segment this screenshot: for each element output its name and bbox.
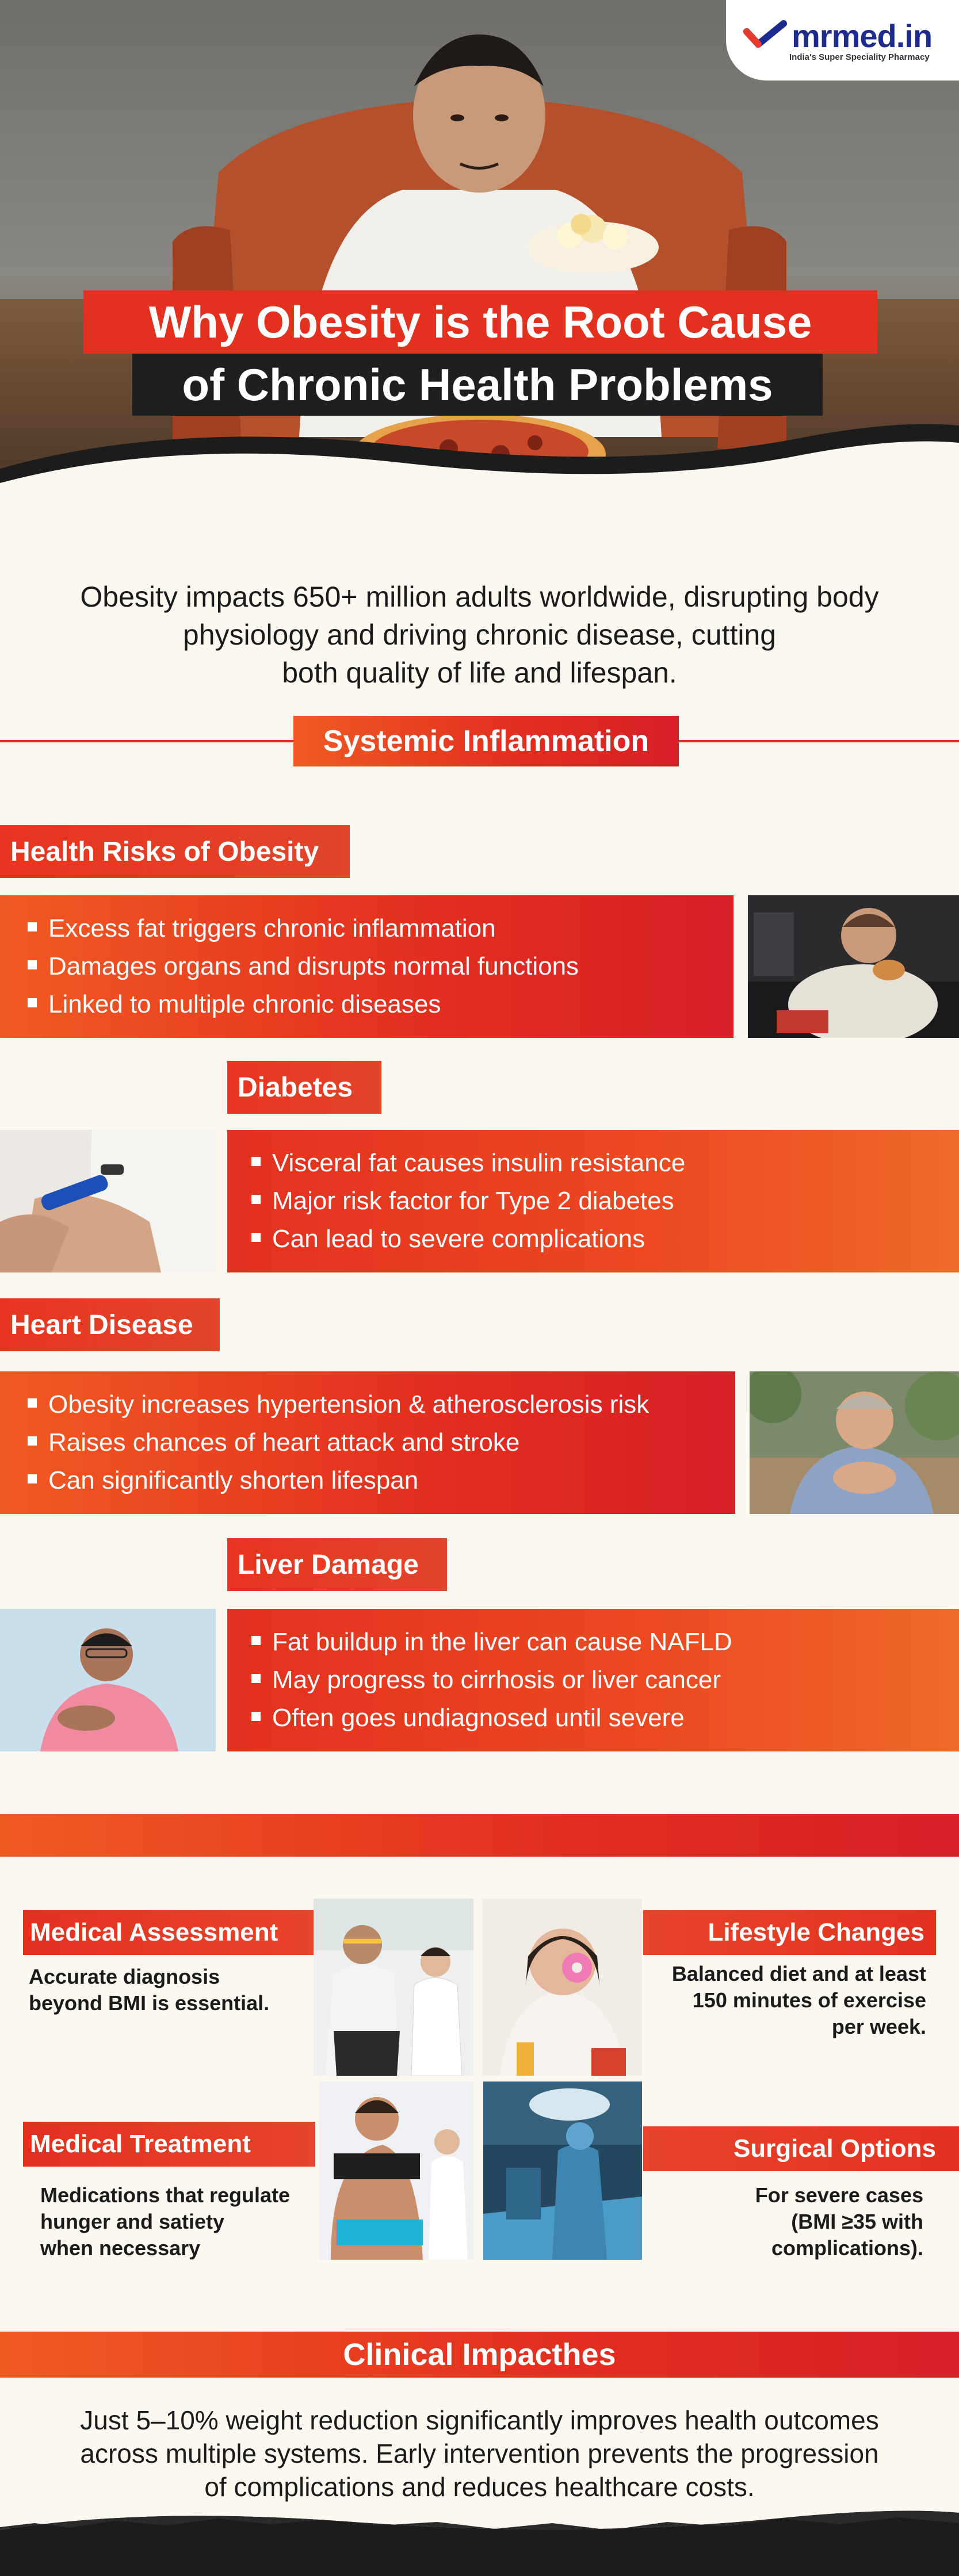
surgical-title bbox=[643, 2126, 959, 2171]
hero-title-line1 bbox=[83, 290, 877, 354]
assessment-title-text: Medical Assessment bbox=[30, 1918, 278, 1946]
list-item: Can significantly shorten lifespan bbox=[28, 1462, 735, 1500]
liver-damage-list bbox=[227, 1609, 959, 1751]
list-item: Can lead to severe complications bbox=[251, 1220, 959, 1258]
list-item: May progress to cirrhosis or liver cancer bbox=[251, 1661, 959, 1699]
list-item: Obesity increases hypertension & atherosclerosis risk bbox=[28, 1386, 735, 1424]
hero-wave bbox=[0, 414, 959, 500]
lifestyle-title bbox=[643, 1910, 936, 1955]
intro-line-1: Obesity impacts 650+ million adults worldwide, disrupting body bbox=[80, 581, 879, 613]
treatment-line-2: hunger and satiety bbox=[40, 2210, 225, 2233]
lifestyle-line-1: Balanced diet and at least bbox=[671, 1962, 926, 1985]
health-risks-title bbox=[0, 825, 350, 878]
inflammation-title bbox=[293, 716, 679, 766]
intro-line-3: both quality of life and lifespan. bbox=[282, 657, 677, 689]
list-item: Damages organs and disrupts normal functions bbox=[28, 948, 733, 986]
treatment-line-3: when necessary bbox=[40, 2236, 201, 2260]
assessment-line-2: beyond BMI is essential. bbox=[29, 1991, 270, 2015]
diabetes-list bbox=[227, 1130, 959, 1272]
list-item: Fat buildup in the liver can cause NAFLD bbox=[251, 1623, 959, 1661]
footer-wave bbox=[0, 2496, 959, 2576]
clinical-text bbox=[0, 2404, 959, 2504]
brand-logo[interactable] bbox=[726, 0, 959, 80]
inflammation-title-text: Systemic Inflammation bbox=[323, 724, 649, 758]
treatment-title-text: Medical Treatment bbox=[30, 2130, 251, 2158]
list-item: Often goes undiagnosed until severe bbox=[251, 1699, 959, 1737]
assessment-line-1: Accurate diagnosis bbox=[29, 1965, 220, 1988]
lifestyle-text bbox=[644, 1961, 926, 2040]
health-risks-list bbox=[0, 895, 733, 1038]
diabetes-title bbox=[227, 1061, 381, 1114]
surgical-line-3: complications). bbox=[771, 2236, 923, 2260]
brand-mark-icon bbox=[743, 20, 789, 52]
clinical-line-1: Just 5–10% weight reduction significantly improves health outcomes bbox=[80, 2405, 879, 2435]
treatment-text bbox=[40, 2182, 305, 2261]
heart-disease-title bbox=[0, 1298, 220, 1351]
list-item: Major risk factor for Type 2 diabetes bbox=[251, 1182, 959, 1220]
assessment-photo bbox=[314, 1899, 473, 2076]
hero-title-text2: of Chronic Health Problems bbox=[182, 359, 773, 410]
diabetes-title-text: Diabetes bbox=[238, 1072, 353, 1103]
brand-name: mrmed.in bbox=[792, 18, 933, 54]
heart-disease-title-text: Heart Disease bbox=[10, 1309, 193, 1340]
lifestyle-title-text: Lifestyle Changes bbox=[708, 1918, 924, 1946]
surgical-text bbox=[662, 2182, 923, 2261]
liver-damage-title-text: Liver Damage bbox=[238, 1549, 419, 1580]
diabetes-photo bbox=[0, 1130, 216, 1272]
lifestyle-photo bbox=[482, 1899, 642, 2076]
list-item: Excess fat triggers chronic inflammation bbox=[28, 910, 733, 948]
liver-damage-title bbox=[227, 1538, 447, 1591]
treatment-title bbox=[23, 2122, 315, 2167]
hero-title-line2 bbox=[132, 354, 823, 416]
treatment-photo bbox=[319, 2082, 473, 2260]
treatment-line-1: Medications that regulate bbox=[40, 2183, 291, 2207]
lifestyle-line-3: per week. bbox=[831, 2015, 926, 2038]
hero-title-text1: Why Obesity is the Root Cause bbox=[148, 296, 812, 347]
surgical-line-2: (BMI ≥35 with bbox=[791, 2210, 923, 2233]
surgical-line-1: For severe cases bbox=[755, 2183, 923, 2207]
list-item: Raises chances of heart attack and stroke bbox=[28, 1424, 735, 1462]
intro-text bbox=[0, 578, 959, 692]
lifestyle-line-2: 150 minutes of exercise bbox=[692, 1988, 926, 2012]
health-risks-title-text: Health Risks of Obesity bbox=[10, 836, 319, 867]
health-risks-photo bbox=[748, 895, 959, 1038]
clinical-line-3: of complications and reduces healthcare costs. bbox=[204, 2472, 755, 2502]
clinical-title-text: Clinical Impacthes bbox=[343, 2337, 616, 2372]
intro-line-2: physiology and driving chronic disease, cutting bbox=[182, 619, 777, 651]
liver-damage-photo bbox=[0, 1609, 216, 1751]
list-item: Visceral fat causes insulin resistance bbox=[251, 1144, 959, 1182]
heart-disease-list bbox=[0, 1371, 735, 1514]
heart-disease-photo bbox=[750, 1371, 959, 1514]
brand-tagline: India's Super Speciality Pharmacy bbox=[789, 52, 930, 62]
list-item: Linked to multiple chronic diseases bbox=[28, 986, 733, 1023]
assessment-text bbox=[29, 1964, 299, 2017]
surgical-title-text: Surgical Options bbox=[733, 2134, 936, 2163]
surgical-photo bbox=[483, 2082, 642, 2260]
clinical-title-bar bbox=[0, 2332, 959, 2378]
clinical-line-2: across multiple systems. Early intervention prevents the progression bbox=[80, 2439, 879, 2468]
assessment-title bbox=[23, 1910, 314, 1955]
management-banner bbox=[0, 1814, 959, 1857]
